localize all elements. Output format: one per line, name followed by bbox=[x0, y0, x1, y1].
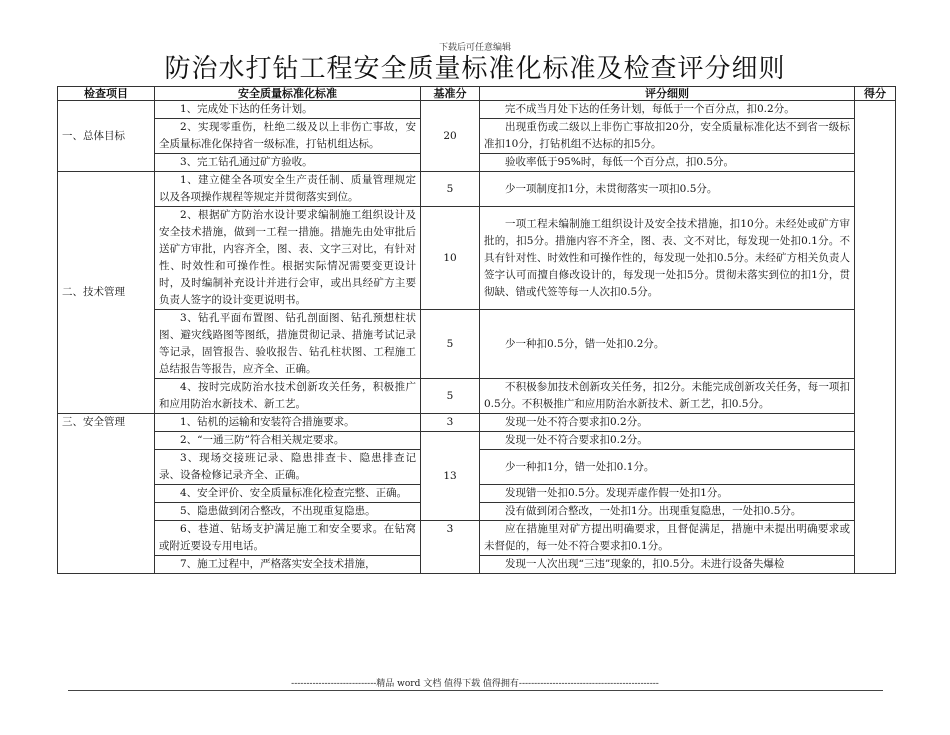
base-score-cell: 3 bbox=[421, 521, 480, 574]
table-row bbox=[58, 521, 896, 556]
table-row bbox=[58, 207, 896, 310]
table-row bbox=[58, 414, 896, 432]
table-row bbox=[58, 432, 896, 450]
detail-cell: 发现一人次出现“三违”现象的，扣0.5分。未进行设备失爆检 bbox=[480, 556, 855, 574]
detail-cell: 发现一处不符合要求扣0.2分。 bbox=[480, 432, 855, 450]
category-technical: 二、技术管理 bbox=[58, 172, 155, 414]
detail-cell: 完不成当月处下达的任务计划，每低于一个百分点，扣0.2分。 bbox=[480, 101, 855, 119]
footer-divider bbox=[68, 690, 883, 691]
standard-cell: 3、钻孔平面布置图、钻孔剖面图、钻孔预想柱状图、避灾线路图等图纸，措施贯彻记录、措施考试记录等记录，固管报告、验收报告、钻孔柱状图、工程施工总结报告等报告，应齐全、正确。 bbox=[155, 310, 421, 379]
standard-cell: 6、巷道、钻场支护满足施工和安全要求。在钻窝或附近要设专用电话。 bbox=[155, 521, 421, 556]
detail-cell: 没有做到闭合整改，一处扣1分。出现重复隐患，一处扣0.5分。 bbox=[480, 503, 855, 521]
header-base-score: 基准分 bbox=[421, 87, 480, 101]
detail-cell: 不积极参加技术创新攻关任务，扣2分。未能完成创新攻关任务，每一项扣0.5分。不积极推广和应用防治水新技术、新工艺，扣0.5分。 bbox=[480, 379, 855, 414]
detail-cell: 少一种扣0.5分，错一处扣0.2分。 bbox=[480, 310, 855, 379]
standard-cell: 1、钻机的运输和安装符合措施要求。 bbox=[155, 414, 421, 432]
detail-cell: 验收率低于95%时，每低一个百分点，扣0.5分。 bbox=[480, 154, 855, 172]
standard-cell: 1、完成处下达的任务计划。 bbox=[155, 101, 421, 119]
standard-cell: 5、隐患做到闭合整改，不出现重复隐患。 bbox=[155, 503, 421, 521]
standard-cell: 1、建立健全各项安全生产责任制、质量管理规定以及各项操作规程等规定并贯彻落实到位。 bbox=[155, 172, 421, 207]
standard-cell: 4、安全评价、安全质量标准化检查完整、正确。 bbox=[155, 485, 421, 503]
base-score-cell: 5 bbox=[421, 310, 480, 379]
header-score: 得分 bbox=[855, 87, 896, 101]
standard-cell: 3、完工钻孔通过矿方验收。 bbox=[155, 154, 421, 172]
detail-cell: 发现错一处扣0.5分。发现弄虚作假一处扣1分。 bbox=[480, 485, 855, 503]
standard-cell: 3、现场交接班记录、隐患排查卡、隐患排查记录、设备检修记录齐全、正确。 bbox=[155, 450, 421, 485]
top-note: 下载后可任意编辑 bbox=[438, 43, 511, 53]
detail-cell: 少一项制度扣1分，未贯彻落实一项扣0.5分。 bbox=[480, 172, 855, 207]
table-row bbox=[58, 310, 896, 379]
detail-cell: 少一种扣1分，错一处扣0.1分。 bbox=[480, 450, 855, 485]
base-score-cell: 13 bbox=[421, 432, 480, 521]
table-row bbox=[58, 379, 896, 414]
page-footer: ----------------------------精品 word 文档 值得下载 值得拥有---------------------------------------------- bbox=[291, 679, 659, 689]
base-score-cell: 10 bbox=[421, 207, 480, 310]
score-cell bbox=[855, 101, 896, 574]
detail-cell: 出现重伤或二级以上非伤亡事故扣20分，安全质量标准化达不到省一级标准扣10分，打钻机组不达标的扣5分。 bbox=[480, 119, 855, 154]
table-row bbox=[58, 172, 896, 207]
header-scoring-detail: 评分细则 bbox=[480, 87, 855, 101]
category-general: 一、总体目标 bbox=[58, 101, 155, 172]
standard-cell: 4、按时完成防治水技术创新攻关任务，积极推广和应用防治水新技术、新工艺。 bbox=[155, 379, 421, 414]
page-title: 防治水打钻工程安全质量标准化标准及检查评分细则 bbox=[164, 54, 786, 84]
base-score-cell: 3 bbox=[421, 414, 480, 432]
detail-cell: 一项工程未编制施工组织设计及安全技术措施，扣10分。未经处或矿方审批的，扣5分。措施内容不齐全，图、表、文不对比，每发现一处扣0.1分。不具有针对性、时效性和可操作性的，每发现一处扣0.5分。未经矿方相关负责人签字认可而擅自修改设计的，每发现一处扣5分。贯彻未落实到位的扣1分，贯彻缺、错或代签等每一人次扣0.5分。 bbox=[480, 207, 855, 310]
detail-cell: 发现一处不符合要求扣0.2分。 bbox=[480, 414, 855, 432]
header-check-item: 检查项目 bbox=[58, 87, 155, 101]
header-row bbox=[58, 87, 896, 101]
category-safety: 三、安全管理 bbox=[58, 414, 155, 574]
scoring-table bbox=[57, 86, 896, 574]
standard-cell: 2、“一通三防”符合相关规定要求。 bbox=[155, 432, 421, 450]
header-standard: 安全质量标准化标准 bbox=[155, 87, 421, 101]
standard-cell: 7、施工过程中，严格落实安全技术措施， bbox=[155, 556, 421, 574]
standard-cell: 2、根据矿方防治水设计要求编制施工组织设计及安全技术措施，做到一工程一措施。措施先由处审批后送矿方审批，内容齐全，图、表、文字三对比，有针对性、时效性和可操作性。根据实际情况需要变更设计时，及时编制补充设计并进行会审，或出具经矿方主要负责人签字的设计变更说明书。 bbox=[155, 207, 421, 310]
base-score-cell: 5 bbox=[421, 379, 480, 414]
standard-cell: 2、实现零重伤，杜绝二级及以上非伤亡事故，安全质量标准化保持省一级标准，打钻机组达标。 bbox=[155, 119, 421, 154]
base-score-cell: 20 bbox=[421, 101, 480, 172]
base-score-cell: 5 bbox=[421, 172, 480, 207]
detail-cell: 应在措施里对矿方提出明确要求，且督促满足，措施中未提出明确要求或未督促的，每一处不符合要求扣0.1分。 bbox=[480, 521, 855, 556]
table-row bbox=[58, 101, 896, 119]
